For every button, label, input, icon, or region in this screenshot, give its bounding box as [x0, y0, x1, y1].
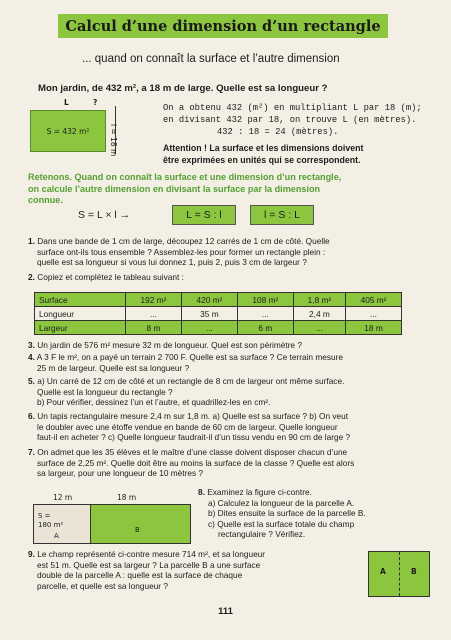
- exercise-1: [28, 236, 438, 268]
- rule-summary: [28, 172, 438, 207]
- rule-line: on calcule l’autre dimension en divisant la surface par la dimension: [28, 183, 321, 194]
- table-cell: ...: [346, 307, 402, 321]
- exercise-4: [28, 352, 438, 373]
- table-row: [35, 321, 402, 335]
- rule-line: connue.: [28, 195, 63, 205]
- parcel-surface-value: 180 m²: [38, 521, 64, 529]
- explanation-line: On a obtenu 432 (m²) en multipliant L par 18 (m);: [163, 103, 422, 113]
- table-cell: 420 m²: [181, 293, 237, 307]
- exercise-7: [28, 447, 438, 479]
- exercise-text: b) Pour vérifier, dessinez l’un et l’autre, et quadrillez-les en cm².: [37, 397, 271, 407]
- figure-dimension-label: 12 m: [53, 493, 73, 502]
- exercise-5: [28, 376, 438, 408]
- table-cell: 405 m²: [346, 293, 402, 307]
- table-cell: ...: [181, 321, 237, 335]
- parcel-a-label: A: [54, 532, 59, 540]
- exercise-text: b) Dites ensuite la surface de la parcelle B.: [208, 508, 366, 518]
- garden-figure: [30, 98, 130, 168]
- exercise-number: 1.: [28, 236, 35, 246]
- exercise-number: 4.: [28, 352, 35, 362]
- formula-main: S = L × l →: [78, 209, 131, 221]
- page-title: Calcul d’une dimension d’un rectangle: [58, 14, 388, 38]
- exercise-9: [28, 549, 368, 591]
- exercise-8: [198, 487, 436, 540]
- parcel-b-label: B: [411, 567, 417, 576]
- explanation-line: en divisant 432 par 18, on trouve L (en mètres).: [163, 115, 417, 125]
- garden-width-label: l = 18 m: [109, 124, 118, 157]
- garden-rectangle: [30, 110, 106, 152]
- problem-question: Mon jardin, de 432 m², a 18 m de large. Quelle est sa longueur ?: [38, 83, 328, 94]
- explanation-block: [163, 102, 438, 138]
- table-row: [35, 307, 402, 321]
- exercise-text: Copiez et complétez le tableau suivant :: [37, 272, 184, 282]
- parcel-surface-label: S =: [38, 512, 51, 520]
- exercise-2: [28, 272, 438, 283]
- garden-unknown-label: ?: [93, 98, 98, 107]
- garden-surface-label: S = 432 m²: [46, 126, 90, 136]
- exercise-3: [28, 340, 438, 351]
- exercise-number: 6.: [28, 411, 35, 421]
- table-cell: 35 m: [181, 307, 237, 321]
- exercise-text: le doubler avec une étoffe vendue en bande de 60 cm de largeur. Quelle longueur: [37, 421, 338, 432]
- parcel-b: [91, 505, 190, 543]
- figure-dimension-label: 18 m: [117, 493, 137, 502]
- table-cell: 2,4 m: [293, 307, 345, 321]
- exercise-text: A 3 F le m², on a payé un terrain 2 700 F. Quelle est sa surface ? Ce terrain mesure: [36, 352, 343, 362]
- table-row-label: Longueur: [35, 307, 126, 321]
- table-cell: ...: [237, 307, 293, 321]
- exercise-text: c) Quelle est la surface totale du champ: [208, 518, 355, 529]
- exercise-text: faut-il en acheter ? c) Quelle longueur faudrait-il d’un tissu vendu en 90 cm de large ?: [37, 432, 351, 442]
- exercise-text: quelle est sa longueur si vous lui donnez 1, puis 2, puis 3 cm de largeur ?: [37, 257, 307, 267]
- exercise-text: Un jardin de 576 m² mesure 32 m de longueur. Quel est son périmètre ?: [37, 340, 302, 350]
- table-cell: 1,8 m²: [293, 293, 345, 307]
- exercise-text: a) Un carré de 12 cm de côté et un rectangle de 8 cm de largeur ont même surface.: [37, 376, 345, 386]
- exercise-number: 5.: [28, 376, 35, 386]
- page-number: 111: [218, 606, 233, 617]
- formula-box-width: l = S : L: [250, 205, 314, 225]
- field-figure-8: [33, 493, 193, 543]
- exercise-text: On admet que les 35 élèves et le maître d’une classe doivent disposer chacun d’une: [37, 447, 348, 457]
- table-cell: ...: [126, 307, 182, 321]
- formula-box-length: L = S : l: [172, 205, 236, 225]
- exercise-text: double de la parcelle A : quelle est la surface de chaque: [37, 570, 243, 580]
- exercise-text: a) Calculez la longueur de la parcelle A.: [208, 497, 355, 508]
- table-cell: 192 m²: [126, 293, 182, 307]
- exercise-number: 3.: [28, 340, 35, 350]
- attention-line: être exprimées en unités qui se correspondent.: [163, 154, 361, 165]
- exercise-text: Examinez la figure ci-contre.: [207, 487, 312, 497]
- rule-line: Retenons. Quand on connaît la surface et une dimension d’un rectangle,: [28, 172, 342, 182]
- table-row: [35, 293, 402, 307]
- exercise-text: sa largeur, pour une longueur de 10 mètres ?: [37, 468, 204, 478]
- exercise-number: 2.: [28, 272, 35, 282]
- exercise-text: Quelle est la longueur du rectangle ?: [37, 386, 173, 397]
- attention-note: [163, 143, 438, 166]
- exercise-text: est 51 m. Quelle est sa largeur ? La parcelle B a une surface: [37, 559, 261, 570]
- table-row-label: Largeur: [35, 321, 126, 335]
- field-figure-9: [368, 551, 430, 597]
- garden-length-label: L: [64, 98, 69, 107]
- parcel-divider: [399, 552, 400, 596]
- exercise-text: Le champ représenté ci-contre mesure 714 m², et sa longueur: [37, 549, 266, 559]
- exercise-table: [34, 292, 402, 335]
- parcel-a: [34, 505, 91, 543]
- garden-width-indicator: [109, 106, 118, 157]
- field-rectangle: [33, 504, 191, 544]
- exercise-text: surface de 2,25 m². Quelle doit être au moins la surface de la classe ? Quelle est alors: [37, 457, 355, 468]
- exercise-text: 25 m de largeur. Quelle est sa longueur ?: [37, 362, 190, 373]
- exercise-6: [28, 411, 438, 443]
- table-cell: 18 m: [346, 321, 402, 335]
- exercise-text: rectangulaire ? Vérifiez.: [218, 529, 306, 539]
- calculation-line: 432 : 18 = 24 (mètres).: [217, 127, 339, 137]
- parcel-b-label: B: [135, 526, 140, 534]
- exercise-number: 9.: [28, 549, 35, 559]
- parcel-a-label: A: [380, 567, 386, 576]
- table-cell: 6 m: [237, 321, 293, 335]
- table-row-label: Surface: [35, 293, 126, 307]
- table-cell: 108 m²: [237, 293, 293, 307]
- table-cell: 8 m: [126, 321, 182, 335]
- exercise-number: 8.: [198, 487, 205, 497]
- exercise-text: Un tapis rectangulaire mesure 2,4 m sur 1,8 m. a) Quelle est sa surface ? b) On veut: [37, 411, 349, 421]
- exercise-text: surface ont-ils tous ensemble ? Assemblez-les pour former un rectangle plein :: [37, 246, 326, 257]
- exercise-text: Dans une bande de 1 cm de large, découpez 12 carrés de 1 cm de côté. Quelle: [37, 236, 330, 246]
- page-subtitle: ... quand on connaît la surface et l’autre dimension: [82, 53, 340, 65]
- attention-line: Attention ! La surface et les dimensions doivent: [163, 143, 364, 153]
- exercise-text: parcelle, et quelle est sa longueur ?: [37, 580, 168, 591]
- exercise-number: 7.: [28, 447, 35, 457]
- table-cell: ...: [293, 321, 345, 335]
